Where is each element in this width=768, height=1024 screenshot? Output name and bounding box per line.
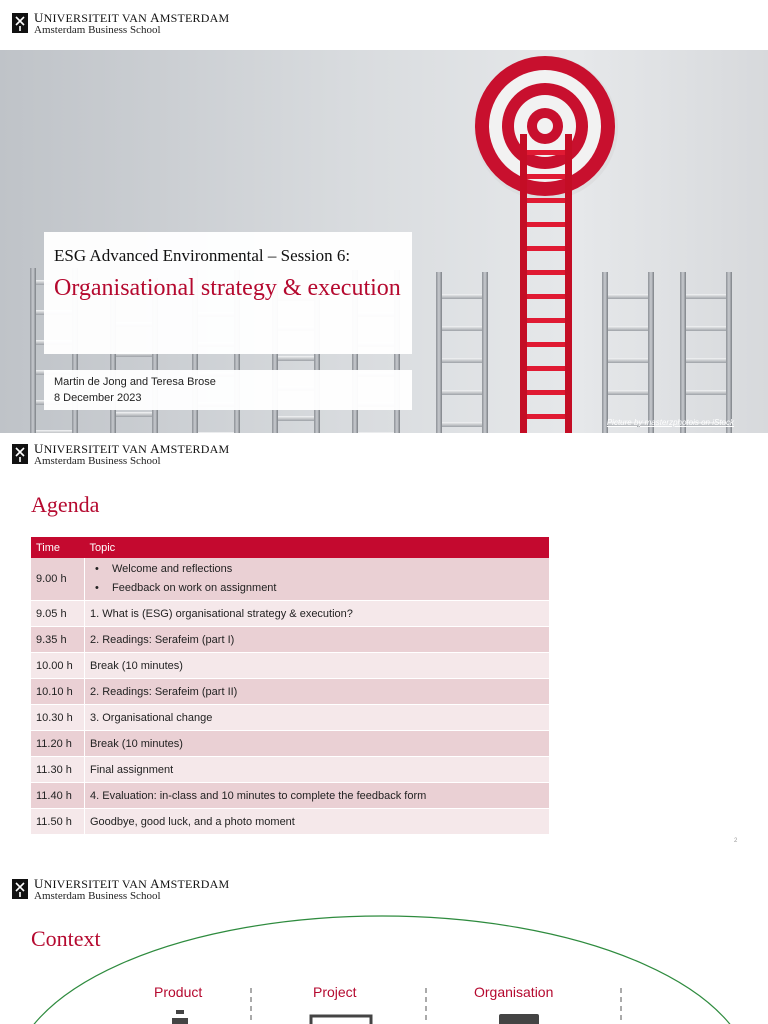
school-name: Amsterdam Business School (34, 889, 161, 902)
table-row (31, 757, 549, 783)
table-row (31, 809, 549, 835)
organisation-icon (499, 1014, 539, 1024)
table-row (31, 705, 549, 731)
table-row (31, 731, 549, 757)
table-row (31, 627, 549, 653)
row-topic: 1. What is (ESG) organisational strategy & execution? (85, 601, 550, 627)
session-pretitle: ESG Advanced Environmental – Session 6: (54, 246, 351, 265)
column-header-time: Time (31, 537, 85, 558)
image-credit: Picture by masterzphotois on iStock (606, 418, 734, 427)
context-ellipse (12, 916, 752, 1024)
school-name: Amsterdam Business School (34, 23, 161, 36)
row-time: 11.30 h (31, 757, 85, 783)
context-diagram (0, 880, 768, 1024)
topic-bullet: • Feedback on work on assignment (112, 579, 544, 598)
authors: Martin de Jong and Teresa Brose (54, 376, 216, 388)
row-topic: 2. Readings: Serafeim (part I) (85, 627, 550, 653)
row-topic: 4. Evaluation: in-class and 10 minutes to complete the feedback form (85, 783, 550, 809)
table-row (31, 601, 549, 627)
row-topic: Goodbye, good luck, and a photo moment (85, 809, 550, 835)
row-topic (85, 558, 550, 601)
table-row (31, 783, 549, 809)
presentation-date: 8 December 2023 (54, 392, 142, 404)
uva-logo-icon (12, 444, 28, 464)
row-time: 10.10 h (31, 679, 85, 705)
row-time: 9.05 h (31, 601, 85, 627)
school-name: Amsterdam Business School (34, 454, 161, 467)
topic-bullet-list (90, 560, 544, 598)
row-time: 11.40 h (31, 783, 85, 809)
agenda-table (31, 537, 549, 835)
row-time: 11.50 h (31, 809, 85, 835)
row-topic: 3. Organisational change (85, 705, 550, 731)
row-time: 9.35 h (31, 627, 85, 653)
row-topic: Break (10 minutes) (85, 653, 550, 679)
project-icon (311, 1016, 371, 1024)
title-box (44, 232, 412, 354)
uva-header (12, 10, 229, 36)
product-icon (172, 1010, 188, 1024)
label-product: Product (154, 984, 203, 1000)
table-row (31, 679, 549, 705)
uva-header (12, 441, 229, 467)
university-name: UNIVERSITEIT VAN AMSTERDAM (34, 9, 230, 25)
uva-logo-icon (12, 13, 28, 33)
label-project: Project (313, 984, 357, 1000)
label-organisation: Organisation (474, 984, 554, 1000)
red-ladder (520, 134, 572, 433)
table-header-row (31, 537, 549, 558)
row-time: 10.00 h (31, 653, 85, 679)
topic-bullet: • Welcome and reflections (112, 560, 544, 579)
context-title: Context (31, 926, 101, 951)
slide-title: Organisational strategy & execution (54, 275, 401, 301)
author-box (44, 370, 412, 410)
title-slide (0, 0, 768, 433)
university-name: UNIVERSITEIT VAN AMSTERDAM (34, 440, 230, 456)
row-topic: Final assignment (85, 757, 550, 783)
column-header-topic: Topic (85, 537, 550, 558)
university-name: UNIVERSITEIT VAN AMSTERDAM (34, 875, 230, 891)
row-time: 10.30 h (31, 705, 85, 731)
row-time: 9.00 h (31, 558, 85, 601)
agenda-title: Agenda (31, 492, 100, 517)
page-number: 2 (734, 838, 738, 844)
table-row (31, 558, 549, 601)
table-row (31, 653, 549, 679)
row-topic: Break (10 minutes) (85, 731, 550, 757)
row-time: 11.20 h (31, 731, 85, 757)
row-topic: 2. Readings: Serafeim (part II) (85, 679, 550, 705)
